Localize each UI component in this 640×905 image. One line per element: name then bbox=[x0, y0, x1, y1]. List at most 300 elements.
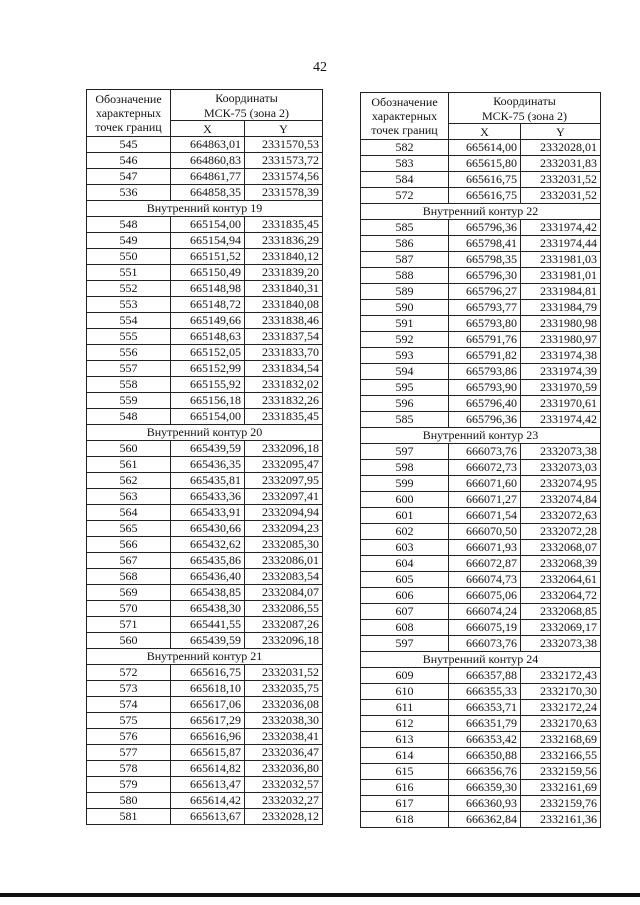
y-coordinate: 2331835,45 bbox=[245, 217, 323, 233]
point-number: 576 bbox=[87, 729, 171, 745]
y-coordinate: 2331984,81 bbox=[521, 284, 601, 300]
table-row bbox=[87, 153, 323, 169]
x-coordinate: 665798,35 bbox=[449, 252, 521, 268]
table-row bbox=[87, 233, 323, 249]
section-row bbox=[87, 649, 323, 665]
x-coordinate: 665430,66 bbox=[171, 521, 245, 537]
table-row bbox=[87, 633, 323, 649]
point-number: 597 bbox=[361, 444, 449, 460]
point-number: 603 bbox=[361, 540, 449, 556]
section-title: Внутренний контур 19 bbox=[87, 201, 323, 217]
table-row bbox=[361, 556, 601, 572]
y-coordinate: 2332038,41 bbox=[245, 729, 323, 745]
y-coordinate: 2332159,56 bbox=[521, 764, 601, 780]
table-row bbox=[87, 185, 323, 201]
table-row bbox=[361, 588, 601, 604]
point-number: 570 bbox=[87, 601, 171, 617]
point-number: 536 bbox=[87, 185, 171, 201]
point-number: 592 bbox=[361, 332, 449, 348]
point-number: 548 bbox=[87, 217, 171, 233]
header-coordinate-system: МСК-75 (зона 2) bbox=[449, 108, 601, 124]
header-line: точек границ bbox=[95, 120, 162, 134]
table-row bbox=[361, 812, 601, 828]
table-row bbox=[361, 476, 601, 492]
x-coordinate: 665613,67 bbox=[171, 809, 245, 825]
header-point-designation bbox=[87, 90, 171, 137]
y-coordinate: 2331574,56 bbox=[245, 169, 323, 185]
table-row bbox=[361, 140, 601, 156]
x-coordinate: 665438,85 bbox=[171, 585, 245, 601]
point-number: 557 bbox=[87, 361, 171, 377]
x-coordinate: 666071,27 bbox=[449, 492, 521, 508]
table-row bbox=[87, 489, 323, 505]
x-coordinate: 665613,47 bbox=[171, 777, 245, 793]
y-coordinate: 2331980,98 bbox=[521, 316, 601, 332]
y-coordinate: 2331981,03 bbox=[521, 252, 601, 268]
point-number: 608 bbox=[361, 620, 449, 636]
table-row bbox=[361, 300, 601, 316]
y-coordinate: 2332159,76 bbox=[521, 796, 601, 812]
y-coordinate: 2331970,59 bbox=[521, 380, 601, 396]
x-coordinate: 665616,75 bbox=[171, 665, 245, 681]
x-coordinate: 665436,40 bbox=[171, 569, 245, 585]
y-coordinate: 2332038,30 bbox=[245, 713, 323, 729]
y-coordinate: 2332031,83 bbox=[521, 156, 601, 172]
section-title: Внутренний контур 21 bbox=[87, 649, 323, 665]
point-number: 560 bbox=[87, 441, 171, 457]
y-coordinate: 2332064,72 bbox=[521, 588, 601, 604]
x-coordinate: 665791,82 bbox=[449, 348, 521, 364]
x-coordinate: 665152,99 bbox=[171, 361, 245, 377]
point-number: 556 bbox=[87, 345, 171, 361]
table-row bbox=[87, 553, 323, 569]
header-line: Обозначение bbox=[95, 92, 162, 106]
point-number: 604 bbox=[361, 556, 449, 572]
x-coordinate: 665614,00 bbox=[449, 140, 521, 156]
point-number: 618 bbox=[361, 812, 449, 828]
y-coordinate: 2331974,44 bbox=[521, 236, 601, 252]
y-coordinate: 2331833,70 bbox=[245, 345, 323, 361]
point-number: 550 bbox=[87, 249, 171, 265]
table-row bbox=[361, 188, 601, 204]
y-coordinate: 2332094,94 bbox=[245, 505, 323, 521]
x-coordinate: 666074,24 bbox=[449, 604, 521, 620]
x-coordinate: 665150,49 bbox=[171, 265, 245, 281]
table-row bbox=[87, 297, 323, 313]
point-number: 606 bbox=[361, 588, 449, 604]
x-coordinate: 665435,86 bbox=[171, 553, 245, 569]
point-number: 598 bbox=[361, 460, 449, 476]
x-coordinate: 665616,75 bbox=[449, 172, 521, 188]
point-number: 572 bbox=[87, 665, 171, 681]
x-coordinate: 665148,72 bbox=[171, 297, 245, 313]
table-row bbox=[87, 793, 323, 809]
x-coordinate: 665618,10 bbox=[171, 681, 245, 697]
point-number: 561 bbox=[87, 457, 171, 473]
x-coordinate: 666356,76 bbox=[449, 764, 521, 780]
header-y: Y bbox=[245, 121, 323, 137]
y-coordinate: 2332069,17 bbox=[521, 620, 601, 636]
x-coordinate: 665433,36 bbox=[171, 489, 245, 505]
y-coordinate: 2331984,79 bbox=[521, 300, 601, 316]
x-coordinate: 666075,19 bbox=[449, 620, 521, 636]
table-row bbox=[87, 569, 323, 585]
x-coordinate: 666357,88 bbox=[449, 668, 521, 684]
table-row bbox=[361, 332, 601, 348]
table-row bbox=[87, 729, 323, 745]
x-coordinate: 665796,36 bbox=[449, 412, 521, 428]
header-coordinate-system: МСК-75 (зона 2) bbox=[171, 105, 323, 121]
x-coordinate: 666360,93 bbox=[449, 796, 521, 812]
x-coordinate: 666071,93 bbox=[449, 540, 521, 556]
y-coordinate: 2331832,26 bbox=[245, 393, 323, 409]
x-coordinate: 665616,75 bbox=[449, 188, 521, 204]
section-title: Внутренний контур 20 bbox=[87, 425, 323, 441]
point-number: 578 bbox=[87, 761, 171, 777]
y-coordinate: 2332170,63 bbox=[521, 716, 601, 732]
table-header bbox=[87, 90, 323, 137]
y-coordinate: 2332028,12 bbox=[245, 809, 323, 825]
point-number: 595 bbox=[361, 380, 449, 396]
section-title: Внутренний контур 24 bbox=[361, 652, 601, 668]
y-coordinate: 2332172,43 bbox=[521, 668, 601, 684]
table-row bbox=[361, 156, 601, 172]
point-number: 584 bbox=[361, 172, 449, 188]
x-coordinate: 665435,81 bbox=[171, 473, 245, 489]
x-coordinate: 665155,92 bbox=[171, 377, 245, 393]
y-coordinate: 2332032,27 bbox=[245, 793, 323, 809]
table-row bbox=[361, 252, 601, 268]
y-coordinate: 2331839,20 bbox=[245, 265, 323, 281]
y-coordinate: 2331578,39 bbox=[245, 185, 323, 201]
point-number: 581 bbox=[87, 809, 171, 825]
x-coordinate: 665151,52 bbox=[171, 249, 245, 265]
y-coordinate: 2331834,54 bbox=[245, 361, 323, 377]
y-coordinate: 2332097,41 bbox=[245, 489, 323, 505]
y-coordinate: 2331837,54 bbox=[245, 329, 323, 345]
table-row bbox=[361, 700, 601, 716]
x-coordinate: 666353,71 bbox=[449, 700, 521, 716]
header-line: характерных bbox=[371, 109, 438, 123]
y-coordinate: 2331832,02 bbox=[245, 377, 323, 393]
x-coordinate: 665793,80 bbox=[449, 316, 521, 332]
table-row bbox=[361, 316, 601, 332]
x-coordinate: 665148,98 bbox=[171, 281, 245, 297]
x-coordinate: 665796,36 bbox=[449, 220, 521, 236]
y-coordinate: 2331835,45 bbox=[245, 409, 323, 425]
point-number: 612 bbox=[361, 716, 449, 732]
point-number: 562 bbox=[87, 473, 171, 489]
section-title: Внутренний контур 22 bbox=[361, 204, 601, 220]
point-number: 568 bbox=[87, 569, 171, 585]
point-number: 547 bbox=[87, 169, 171, 185]
point-number: 585 bbox=[361, 220, 449, 236]
point-number: 577 bbox=[87, 745, 171, 761]
table-row bbox=[361, 620, 601, 636]
header-point-designation bbox=[361, 93, 449, 140]
point-number: 566 bbox=[87, 537, 171, 553]
y-coordinate: 2332036,80 bbox=[245, 761, 323, 777]
table-row bbox=[87, 617, 323, 633]
y-coordinate: 2332068,85 bbox=[521, 604, 601, 620]
table-row bbox=[87, 585, 323, 601]
y-coordinate: 2332073,03 bbox=[521, 460, 601, 476]
x-coordinate: 666359,30 bbox=[449, 780, 521, 796]
y-coordinate: 2331570,53 bbox=[245, 137, 323, 153]
x-coordinate: 665156,18 bbox=[171, 393, 245, 409]
table-row bbox=[87, 809, 323, 825]
x-coordinate: 665791,76 bbox=[449, 332, 521, 348]
x-coordinate: 665793,90 bbox=[449, 380, 521, 396]
table-row bbox=[87, 345, 323, 361]
x-coordinate: 666073,76 bbox=[449, 636, 521, 652]
x-coordinate: 666075,06 bbox=[449, 588, 521, 604]
point-number: 579 bbox=[87, 777, 171, 793]
y-coordinate: 2332097,95 bbox=[245, 473, 323, 489]
x-coordinate: 664863,01 bbox=[171, 137, 245, 153]
x-coordinate: 665438,30 bbox=[171, 601, 245, 617]
x-coordinate: 666070,50 bbox=[449, 524, 521, 540]
point-number: 590 bbox=[361, 300, 449, 316]
table-row bbox=[361, 748, 601, 764]
point-number: 564 bbox=[87, 505, 171, 521]
y-coordinate: 2332096,18 bbox=[245, 633, 323, 649]
header-line: характерных bbox=[95, 106, 162, 120]
x-coordinate: 666071,60 bbox=[449, 476, 521, 492]
table-row bbox=[87, 409, 323, 425]
point-number: 554 bbox=[87, 313, 171, 329]
table-row bbox=[361, 732, 601, 748]
table-row bbox=[87, 761, 323, 777]
point-number: 589 bbox=[361, 284, 449, 300]
point-number: 591 bbox=[361, 316, 449, 332]
table-row bbox=[361, 444, 601, 460]
x-coordinate: 665798,41 bbox=[449, 236, 521, 252]
point-number: 611 bbox=[361, 700, 449, 716]
header-x: X bbox=[449, 124, 521, 140]
y-coordinate: 2332166,55 bbox=[521, 748, 601, 764]
point-number: 600 bbox=[361, 492, 449, 508]
table-row bbox=[87, 521, 323, 537]
table-row bbox=[361, 524, 601, 540]
point-number: 555 bbox=[87, 329, 171, 345]
table-row bbox=[87, 665, 323, 681]
page-number: 42 bbox=[313, 60, 327, 75]
table-row bbox=[361, 572, 601, 588]
table-row bbox=[361, 508, 601, 524]
y-coordinate: 2331838,46 bbox=[245, 313, 323, 329]
table-row bbox=[361, 668, 601, 684]
point-number: 616 bbox=[361, 780, 449, 796]
point-number: 586 bbox=[361, 236, 449, 252]
table-row bbox=[87, 457, 323, 473]
x-coordinate: 666351,79 bbox=[449, 716, 521, 732]
table-row bbox=[87, 713, 323, 729]
table-row bbox=[87, 313, 323, 329]
y-coordinate: 2332095,47 bbox=[245, 457, 323, 473]
y-coordinate: 2331981,01 bbox=[521, 268, 601, 284]
y-coordinate: 2332073,38 bbox=[521, 636, 601, 652]
point-number: 567 bbox=[87, 553, 171, 569]
point-number: 605 bbox=[361, 572, 449, 588]
y-coordinate: 2332072,63 bbox=[521, 508, 601, 524]
table-row bbox=[87, 441, 323, 457]
y-coordinate: 2332035,75 bbox=[245, 681, 323, 697]
table-row bbox=[87, 377, 323, 393]
x-coordinate: 665615,87 bbox=[171, 745, 245, 761]
point-number: 587 bbox=[361, 252, 449, 268]
table-row bbox=[87, 393, 323, 409]
bottom-border bbox=[0, 893, 640, 897]
x-coordinate: 666355,33 bbox=[449, 684, 521, 700]
header-y: Y bbox=[521, 124, 601, 140]
y-coordinate: 2332031,52 bbox=[521, 172, 601, 188]
y-coordinate: 2332096,18 bbox=[245, 441, 323, 457]
x-coordinate: 665148,63 bbox=[171, 329, 245, 345]
x-coordinate: 666350,88 bbox=[449, 748, 521, 764]
point-number: 546 bbox=[87, 153, 171, 169]
x-coordinate: 665796,40 bbox=[449, 396, 521, 412]
point-number: 613 bbox=[361, 732, 449, 748]
table-row bbox=[87, 681, 323, 697]
point-number: 601 bbox=[361, 508, 449, 524]
point-number: 582 bbox=[361, 140, 449, 156]
point-number: 575 bbox=[87, 713, 171, 729]
x-coordinate: 665796,27 bbox=[449, 284, 521, 300]
point-number: 552 bbox=[87, 281, 171, 297]
x-coordinate: 665154,00 bbox=[171, 409, 245, 425]
y-coordinate: 2331836,29 bbox=[245, 233, 323, 249]
point-number: 551 bbox=[87, 265, 171, 281]
y-coordinate: 2332074,95 bbox=[521, 476, 601, 492]
point-number: 588 bbox=[361, 268, 449, 284]
table-row bbox=[361, 236, 601, 252]
section-row bbox=[361, 652, 601, 668]
table-row bbox=[87, 169, 323, 185]
table-row bbox=[87, 473, 323, 489]
x-coordinate: 665432,62 bbox=[171, 537, 245, 553]
y-coordinate: 2331974,42 bbox=[521, 412, 601, 428]
x-coordinate: 665793,77 bbox=[449, 300, 521, 316]
y-coordinate: 2331840,12 bbox=[245, 249, 323, 265]
x-coordinate: 666072,73 bbox=[449, 460, 521, 476]
point-number: 596 bbox=[361, 396, 449, 412]
y-coordinate: 2332170,30 bbox=[521, 684, 601, 700]
point-number: 597 bbox=[361, 636, 449, 652]
table-row bbox=[361, 716, 601, 732]
table-row bbox=[361, 380, 601, 396]
point-number: 549 bbox=[87, 233, 171, 249]
table-row bbox=[361, 412, 601, 428]
point-number: 615 bbox=[361, 764, 449, 780]
x-coordinate: 666353,42 bbox=[449, 732, 521, 748]
point-number: 609 bbox=[361, 668, 449, 684]
y-coordinate: 2332084,07 bbox=[245, 585, 323, 601]
y-coordinate: 2332086,55 bbox=[245, 601, 323, 617]
x-coordinate: 665439,59 bbox=[171, 441, 245, 457]
x-coordinate: 665154,94 bbox=[171, 233, 245, 249]
y-coordinate: 2332161,36 bbox=[521, 812, 601, 828]
table-row bbox=[87, 505, 323, 521]
x-coordinate: 664860,83 bbox=[171, 153, 245, 169]
point-number: 553 bbox=[87, 297, 171, 313]
table-row bbox=[87, 777, 323, 793]
x-coordinate: 665617,29 bbox=[171, 713, 245, 729]
point-number: 580 bbox=[87, 793, 171, 809]
x-coordinate: 666072,87 bbox=[449, 556, 521, 572]
table-row bbox=[361, 268, 601, 284]
point-number: 563 bbox=[87, 489, 171, 505]
header-line: Обозначение bbox=[371, 95, 438, 109]
y-coordinate: 2332031,52 bbox=[521, 188, 601, 204]
table-row bbox=[361, 604, 601, 620]
x-coordinate: 665615,80 bbox=[449, 156, 521, 172]
x-coordinate: 665152,05 bbox=[171, 345, 245, 361]
header-coordinates: Координаты bbox=[449, 93, 601, 109]
y-coordinate: 2332064,61 bbox=[521, 572, 601, 588]
table-row bbox=[361, 636, 601, 652]
x-coordinate: 665154,00 bbox=[171, 217, 245, 233]
y-coordinate: 2332032,57 bbox=[245, 777, 323, 793]
y-coordinate: 2332068,39 bbox=[521, 556, 601, 572]
point-number: 594 bbox=[361, 364, 449, 380]
table-row bbox=[361, 540, 601, 556]
header-coordinates: Координаты bbox=[171, 90, 323, 106]
table-row bbox=[87, 249, 323, 265]
point-number: 573 bbox=[87, 681, 171, 697]
point-number: 545 bbox=[87, 137, 171, 153]
y-coordinate: 2331974,42 bbox=[521, 220, 601, 236]
point-number: 593 bbox=[361, 348, 449, 364]
table-row bbox=[361, 796, 601, 812]
table-row bbox=[87, 281, 323, 297]
table-header bbox=[361, 93, 601, 140]
table-row bbox=[87, 265, 323, 281]
point-number: 614 bbox=[361, 748, 449, 764]
point-number: 560 bbox=[87, 633, 171, 649]
table-row bbox=[87, 537, 323, 553]
x-coordinate: 666074,73 bbox=[449, 572, 521, 588]
y-coordinate: 2332168,69 bbox=[521, 732, 601, 748]
x-coordinate: 665616,96 bbox=[171, 729, 245, 745]
y-coordinate: 2332085,30 bbox=[245, 537, 323, 553]
table-row bbox=[361, 172, 601, 188]
y-coordinate: 2331970,61 bbox=[521, 396, 601, 412]
coordinates-table-left bbox=[86, 89, 323, 825]
y-coordinate: 2332086,01 bbox=[245, 553, 323, 569]
table-row bbox=[361, 396, 601, 412]
point-number: 571 bbox=[87, 617, 171, 633]
table-row bbox=[361, 364, 601, 380]
point-number: 602 bbox=[361, 524, 449, 540]
x-coordinate: 664858,35 bbox=[171, 185, 245, 201]
y-coordinate: 2331840,31 bbox=[245, 281, 323, 297]
x-coordinate: 664861,77 bbox=[171, 169, 245, 185]
x-coordinate: 665793,86 bbox=[449, 364, 521, 380]
point-number: 610 bbox=[361, 684, 449, 700]
table-row bbox=[361, 780, 601, 796]
x-coordinate: 666073,76 bbox=[449, 444, 521, 460]
table-row bbox=[361, 460, 601, 476]
y-coordinate: 2332068,07 bbox=[521, 540, 601, 556]
point-number: 607 bbox=[361, 604, 449, 620]
section-row bbox=[87, 201, 323, 217]
table-row bbox=[87, 745, 323, 761]
table-row bbox=[361, 348, 601, 364]
y-coordinate: 2332074,84 bbox=[521, 492, 601, 508]
y-coordinate: 2331974,38 bbox=[521, 348, 601, 364]
y-coordinate: 2332031,52 bbox=[245, 665, 323, 681]
